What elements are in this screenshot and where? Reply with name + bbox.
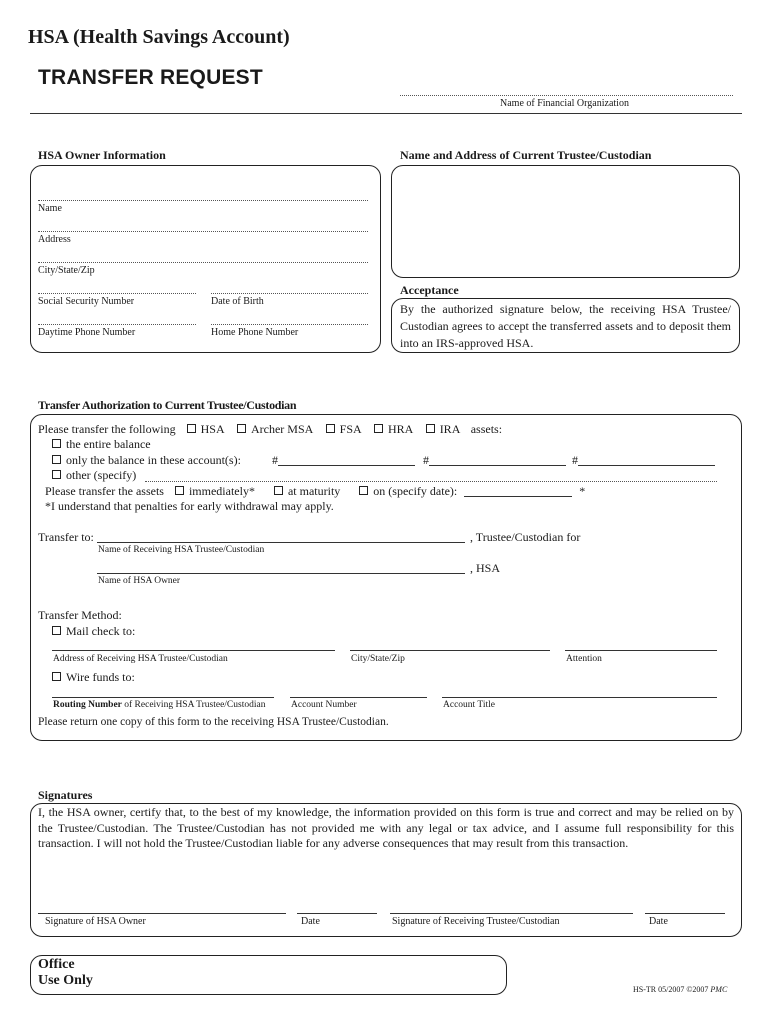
address-label: Address — [38, 234, 71, 245]
hra-label: HRA — [388, 422, 413, 436]
mail-address-caption: Address of Receiving HSA Trustee/Custodian — [53, 654, 228, 664]
only-balance-row — [50, 453, 241, 468]
only-balance-checkbox[interactable] — [52, 455, 61, 464]
entire-balance-row — [50, 437, 151, 452]
home-phone-field[interactable] — [211, 324, 368, 325]
mail-check-row — [50, 624, 135, 639]
receiving-name-caption: Name of Receiving HSA Trustee/Custodian — [98, 545, 265, 555]
routing-number-caption: Routing Number of Receiving HSA Trustee/Custodian — [53, 700, 266, 710]
account-number-1[interactable]: # — [272, 453, 415, 468]
at-maturity-label: at maturity — [287, 484, 341, 498]
mail-check-checkbox[interactable] — [52, 626, 61, 635]
acceptance-text: By the authorized signature below, the receiving HSA Trustee/ Custodian agrees to accept the transferred assets and to deposit them into an IRS-approved HSA. — [400, 302, 731, 350]
trustee-signature-field[interactable] — [390, 913, 633, 914]
other-label: other (specify) — [66, 468, 137, 482]
transfer-to-label: Transfer to: — [38, 530, 94, 544]
wire-funds-label: Wire funds to: — [66, 670, 135, 684]
mail-check-label: Mail check to: — [66, 624, 136, 638]
timing-row — [45, 484, 585, 499]
mail-city-caption: City/State/Zip — [351, 654, 405, 664]
acceptance-heading: Acceptance — [400, 283, 459, 297]
receiving-trustee-field[interactable] — [97, 542, 465, 543]
owner-heading: HSA Owner Information — [38, 148, 166, 162]
form-code: HS-TR 05/2007 ©2007 PMC — [633, 985, 728, 994]
account-number-caption: Account Number — [291, 700, 357, 710]
office-use-label — [38, 957, 93, 989]
wire-funds-row — [50, 670, 135, 685]
specify-date-field[interactable] — [464, 485, 572, 497]
name-label: Name — [38, 203, 62, 214]
address-field[interactable] — [38, 231, 368, 232]
header-divider — [30, 113, 742, 114]
city-field[interactable] — [38, 262, 368, 263]
owner-date-label: Date — [301, 916, 320, 927]
office-use-box — [30, 955, 507, 995]
archer-msa-checkbox[interactable] — [237, 424, 246, 433]
at-maturity-checkbox[interactable] — [274, 486, 283, 495]
return-note: Please return one copy of this form to the receiving HSA Trustee/Custodian. — [38, 716, 389, 728]
day-phone-field[interactable] — [38, 324, 196, 325]
ira-checkbox[interactable] — [426, 424, 435, 433]
office-line2: Use Only — [38, 973, 93, 988]
entire-balance-label: the entire balance — [66, 437, 151, 451]
entire-balance-checkbox[interactable] — [52, 439, 61, 448]
account-title-field[interactable] — [442, 697, 717, 698]
ssn-field[interactable] — [38, 293, 196, 294]
account-number-3[interactable]: # — [572, 453, 715, 468]
signatures-heading: Signatures — [38, 788, 93, 802]
trustee-date-label: Date — [649, 916, 668, 927]
hsa-checkbox[interactable] — [187, 424, 196, 433]
dob-label: Date of Birth — [211, 296, 264, 307]
owner-signature-label: Signature of HSA Owner — [45, 916, 146, 927]
city-label: City/State/Zip — [38, 265, 95, 276]
org-name-label: Name of Financial Organization — [500, 98, 629, 109]
auth-heading: Transfer Authorization to Current Trustee/Custodian — [38, 398, 297, 412]
hsa-type-label: HSA — [200, 422, 224, 436]
mail-attention-field[interactable] — [565, 650, 717, 651]
transfer-types-row — [38, 422, 502, 437]
office-line1: Office — [38, 957, 75, 972]
ssn-label: Social Security Number — [38, 296, 135, 307]
owner-name-field[interactable] — [97, 573, 465, 574]
immediately-checkbox[interactable] — [175, 486, 184, 495]
date-star: * — [579, 484, 586, 498]
trustee-for-label: , Trustee/Custodian for — [470, 530, 581, 544]
form-title: HSA (Health Savings Account) — [28, 26, 290, 48]
org-name-line[interactable] — [400, 95, 733, 96]
fsa-checkbox[interactable] — [326, 424, 335, 433]
other-checkbox[interactable] — [52, 470, 61, 479]
owner-name-caption: Name of HSA Owner — [98, 576, 181, 586]
signatures-text: I, the HSA owner, certify that, to the best of my knowledge, the information provided on this form is true and correct and may be relied on by the Trustee/Custodian. The Trustee/Custodian has not provided me with any legal or tax advice, and I assume full responsibility for this transaction. I will not hold the Trustee/Custodian liable for any adverse consequences that may result from this transaction. — [38, 805, 734, 850]
hsa-suffix-label: , HSA — [470, 561, 501, 575]
routing-number-field[interactable] — [52, 697, 274, 698]
dob-field[interactable] — [211, 293, 368, 294]
home-phone-label: Home Phone Number — [211, 327, 299, 338]
wire-funds-checkbox[interactable] — [52, 672, 61, 681]
penalty-note: *I understand that penalties for early withdrawal may apply. — [45, 499, 334, 513]
transfer-method-label: Transfer Method: — [38, 608, 122, 622]
trustee-heading: Name and Address of Current Trustee/Custodian — [400, 148, 652, 162]
name-field[interactable] — [38, 200, 368, 201]
mail-address-field[interactable] — [52, 650, 335, 651]
day-phone-label: Daytime Phone Number — [38, 327, 136, 338]
immediately-label: immediately* — [188, 484, 255, 498]
mail-attention-caption: Attention — [566, 654, 602, 664]
account-number-2[interactable]: # — [423, 453, 566, 468]
archer-msa-label: Archer MSA — [250, 422, 313, 436]
hra-checkbox[interactable] — [374, 424, 383, 433]
fsa-label: FSA — [339, 422, 361, 436]
ira-label: IRA — [439, 422, 460, 436]
other-specify-field[interactable] — [145, 481, 717, 482]
owner-date-field[interactable] — [297, 913, 377, 914]
trustee-box[interactable] — [391, 165, 740, 278]
account-number-field[interactable] — [290, 697, 427, 698]
trustee-date-field[interactable] — [645, 913, 725, 914]
assets-label: assets: — [470, 422, 503, 436]
other-row — [50, 468, 136, 483]
trustee-signature-label: Signature of Receiving Trustee/Custodian — [392, 916, 560, 927]
mail-city-field[interactable] — [350, 650, 550, 651]
specify-date-label: on (specify date): — [373, 484, 458, 498]
only-balance-label: only the balance in these account(s): — [66, 453, 241, 467]
specify-date-checkbox[interactable] — [359, 486, 368, 495]
form-subtitle: TRANSFER REQUEST — [38, 66, 263, 89]
account-title-caption: Account Title — [443, 700, 495, 710]
please-transfer-text: Please transfer the following — [38, 422, 176, 436]
transfer-assets-text: Please transfer the assets — [45, 484, 164, 498]
owner-signature-field[interactable] — [38, 913, 286, 914]
